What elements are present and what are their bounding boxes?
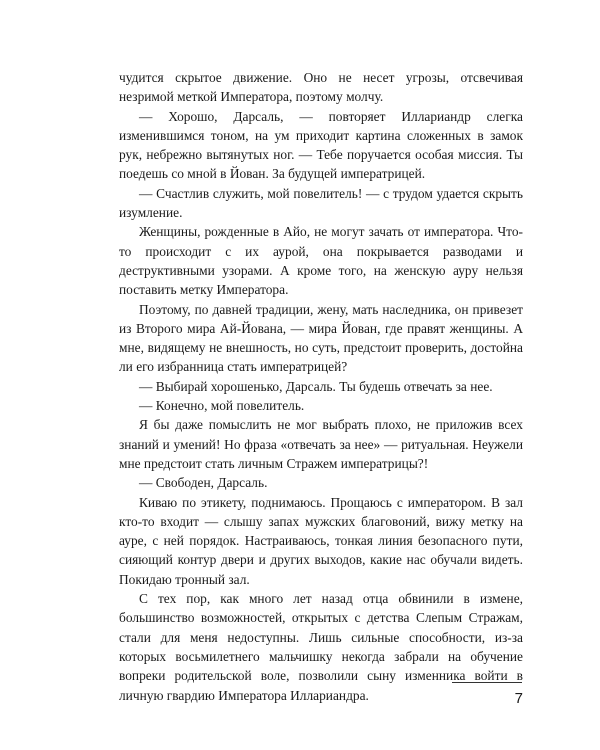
page-number: 7 (514, 690, 523, 707)
paragraph-9: — Свободен, Дарсаль. (139, 475, 268, 491)
paragraph-5: Поэтому, по давней традиции, жену, мать наследника, он привезет из Второго мира Ай-Йована, — мира Йован, где правят женщины. А мне, видящему не внешность, но суть, предстоит проверить, достойна ли его избранница стать императрицей? (119, 301, 523, 375)
paragraph-1: чудится скрытое движение. Оно не несет угрозы, отсвечивая незримой меткой Императора, поэтому молчу. (119, 70, 523, 105)
paragraph-7: — Конечно, мой повелитель. (139, 398, 305, 414)
paragraph-8: Я бы даже помыслить не мог выбрать плохо, не приложив всех знаний и умений! Но фраза «отвечать за нее» — ритуальная. Неужели мне предстоит стать личным Стражем императрицы?! (119, 417, 523, 471)
page-body (119, 68, 523, 705)
paragraph-2: — Хорошо, Дарсаль, — повторяет Иллариандр слегка изменившимся тоном, на ум приходит картина сложенных в замок рук, небрежно вытянутых ног. — Тебе поручается особая миссия. Ты поедешь со мной в Йован. За будущей императрицей. (119, 108, 523, 182)
footer-rule (452, 682, 522, 683)
paragraph-4: Женщины, рожденные в Айо, не могут зачать от императора. Что-то происходит с их аурой, она покрывается разводами и деструктивными узорами. А кроме того, на женскую ауру нельзя поставить метку Императора. (119, 224, 523, 298)
paragraph-11: С тех пор, как много лет назад отца обвинили в измене, большинство возможностей, открытых с детства Слепым Стражам, стали для меня недоступны. Лишь сильные способности, из-за которых восьмилетнего мальчишку некогда забрали на обучение вопреки родительской воле, позволили сыну изменника войти в личную гвардию Императора Иллариандра. (119, 591, 523, 703)
paragraph-6: — Выбирай хорошенько, Дарсаль. Ты будешь отвечать за нее. (139, 378, 493, 394)
paragraph-10: Киваю по этикету, поднимаюсь. Прощаюсь с императором. В зал кто-то входит — слышу запах мужских благовоний, вижу метку на ауре, с ней порядок. Настраиваюсь, тонкая линия безопасного пути, сияющий контур двери и других выходов, какие нас обучали видеть. Покидаю тронный зал. (119, 494, 523, 587)
paragraph-3: — Счастлив служить, мой повелитель! — с трудом удается скрыть изумление. (119, 185, 523, 221)
